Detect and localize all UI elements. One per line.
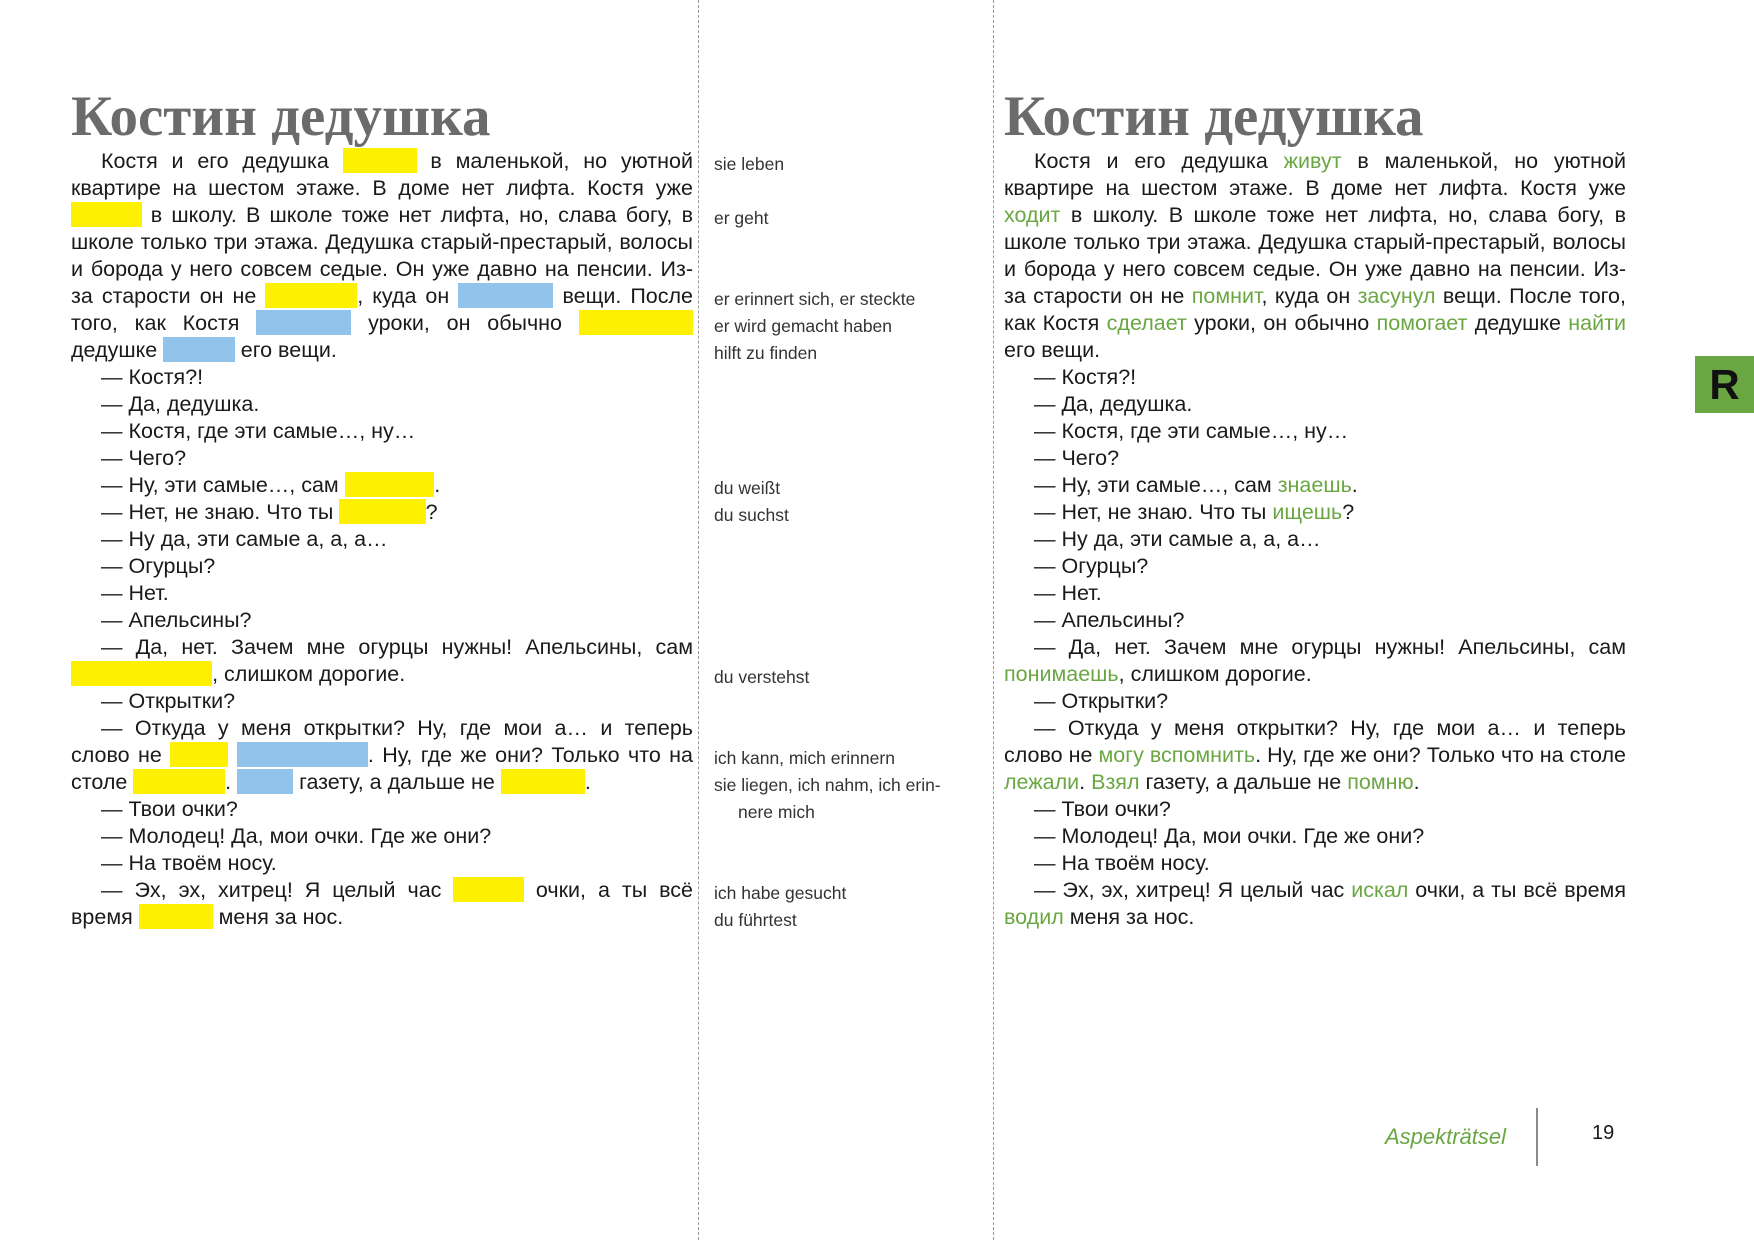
solution-paragraph bbox=[1004, 445, 1626, 472]
text-run: — Нет. bbox=[101, 581, 169, 605]
exercise-paragraph bbox=[71, 553, 693, 580]
hint-line: er geht bbox=[714, 208, 769, 228]
hint-line: du suchst bbox=[714, 505, 789, 525]
text-run: газету, а дальше не bbox=[1139, 770, 1348, 794]
text-run: дедушке bbox=[71, 338, 164, 362]
text-run: . bbox=[225, 770, 238, 794]
answer-word: понимаешь bbox=[1004, 662, 1119, 686]
hint-line: hilft zu finden bbox=[714, 343, 818, 363]
text-run: . Ну, где же они? Только что на столе bbox=[71, 743, 693, 794]
fold-line-dashed bbox=[698, 0, 699, 1240]
answer-gap-blue[interactable] bbox=[458, 283, 553, 308]
answer-gap-blue[interactable] bbox=[237, 742, 368, 767]
text-run: очки, а ты всё время bbox=[1408, 878, 1626, 902]
answer-gap-yellow[interactable] bbox=[71, 202, 142, 227]
text-run: его вещи. bbox=[1004, 338, 1101, 362]
hint-line: du verstehst bbox=[714, 667, 810, 687]
answer-word: помогает bbox=[1376, 311, 1468, 335]
text-run bbox=[228, 743, 236, 767]
hint-line: er wird gemacht haben bbox=[714, 316, 893, 336]
text-run: — Да, дедушка. bbox=[1034, 392, 1193, 416]
text-run: — Ну, эти самые…, сам bbox=[1034, 473, 1278, 497]
hint-line: ich habe gesucht bbox=[714, 883, 847, 903]
text-run: — Да, нет. Зачем мне огурцы нужны! Апельсины, сам bbox=[101, 635, 693, 659]
exercise-paragraph bbox=[71, 580, 693, 607]
solution-paragraph bbox=[1004, 472, 1626, 499]
answer-word: помню bbox=[1347, 770, 1414, 794]
solution-paragraph bbox=[1004, 391, 1626, 418]
hint-line: du weißt bbox=[714, 478, 781, 498]
text-run: вещи. После того, как Костя bbox=[71, 284, 693, 335]
text-run: — Молодец! Да, мои очки. Где же они? bbox=[1034, 824, 1425, 848]
exercise-paragraph bbox=[71, 715, 693, 796]
text-run: — На твоём носу. bbox=[101, 851, 277, 875]
text-run: меня за нос. bbox=[212, 905, 344, 929]
solution-paragraph bbox=[1004, 580, 1626, 607]
text-run: — Да, дедушка. bbox=[101, 392, 260, 416]
text-run: вещи. После того, как Костя bbox=[1004, 284, 1626, 335]
solution-paragraph bbox=[1004, 526, 1626, 553]
text-run: — Апельсины? bbox=[101, 608, 252, 632]
text-run: — На твоём носу. bbox=[1034, 851, 1210, 875]
answer-word: ищешь bbox=[1272, 500, 1343, 524]
text-run: уроки, он обычно bbox=[1186, 311, 1377, 335]
answer-word: помнит bbox=[1191, 284, 1262, 308]
answer-gap-yellow[interactable] bbox=[453, 877, 524, 902]
solution-paragraph bbox=[1004, 148, 1626, 364]
exercise-paragraph bbox=[71, 364, 693, 391]
text-run: — Огурцы? bbox=[1034, 554, 1149, 578]
text-run: — Открытки? bbox=[101, 689, 236, 713]
text-run: . bbox=[1079, 770, 1092, 794]
text-run: . Ну, где же они? Только что на столе bbox=[1255, 743, 1626, 767]
answer-gap-yellow[interactable] bbox=[345, 472, 435, 497]
exercise-paragraph bbox=[71, 823, 693, 850]
text-run: в маленькой, но уютной квартире на шестом этаже. В доме нет лифта. Костя уже bbox=[1004, 149, 1626, 200]
text-run: , слишком дорогие. bbox=[212, 662, 406, 686]
text-run: — Открытки? bbox=[1034, 689, 1169, 713]
solution-paragraph bbox=[1004, 877, 1626, 931]
solution-paragraph bbox=[1004, 823, 1626, 850]
answer-word: ходит bbox=[1004, 203, 1061, 227]
answer-word: могу bbox=[1098, 743, 1144, 767]
answer-gap-blue[interactable] bbox=[163, 337, 235, 362]
answer-word: сделает bbox=[1106, 311, 1187, 335]
solution-paragraph bbox=[1004, 634, 1626, 688]
exercise-paragraph bbox=[71, 877, 693, 931]
text-run: — Костя?! bbox=[101, 365, 204, 389]
text-run: — Костя?! bbox=[1034, 365, 1137, 389]
text-run: в школу. В школе тоже нет лифта, но, слава богу, в школе только три этажа. Дедушка старый-престарый, волосы и борода у него совсем седые. Он уже давно на пенсии. Из-за старости он не bbox=[71, 203, 693, 308]
exercise-paragraph bbox=[71, 796, 693, 823]
text-run: . bbox=[1413, 770, 1420, 794]
answer-gap-yellow[interactable] bbox=[343, 148, 417, 173]
answer-word: живут bbox=[1283, 149, 1342, 173]
exercise-paragraph bbox=[71, 418, 693, 445]
solution-paragraph bbox=[1004, 499, 1626, 526]
solution-title: Костин дедушка bbox=[1004, 85, 1424, 148]
text-run: — Чего? bbox=[101, 446, 187, 470]
text-run: — Нет, не знаю. Что ты bbox=[101, 500, 340, 524]
answer-word: искал bbox=[1351, 878, 1409, 902]
text-run: . bbox=[434, 473, 441, 497]
footer-section-label: Aspekträtsel bbox=[1384, 1124, 1506, 1149]
hint-line: sie leben bbox=[714, 154, 785, 174]
text-run: . bbox=[1351, 473, 1358, 497]
text-run: в школу. В школе тоже нет лифта, но, слава богу, в школе только три этажа. Дедушка старый-престарый, волосы и борода у него совсем седые. Он уже давно на пенсии. Из-за старости он не bbox=[1004, 203, 1626, 308]
text-run: меня за нос. bbox=[1063, 905, 1195, 929]
text-run: — Костя, где эти самые…, ну… bbox=[101, 419, 416, 443]
solution-paragraph bbox=[1004, 715, 1626, 796]
text-run: Костя и его дедушка bbox=[1034, 149, 1284, 173]
text-run: — Костя, где эти самые…, ну… bbox=[1034, 419, 1349, 443]
exercise-paragraph bbox=[71, 688, 693, 715]
footer-divider bbox=[1536, 1108, 1538, 1166]
text-run: — Да, нет. Зачем мне огурцы нужны! Апельсины, сам bbox=[1034, 635, 1626, 659]
answer-word: лежали bbox=[1004, 770, 1080, 794]
text-run: — Ну да, эти самые а, а, а… bbox=[1034, 527, 1321, 551]
page-number: 19 bbox=[1592, 1122, 1615, 1144]
answer-gap-blue[interactable] bbox=[237, 769, 293, 794]
solution-paragraph bbox=[1004, 796, 1626, 823]
answer-gap-yellow[interactable] bbox=[501, 769, 585, 794]
text-run: в маленькой, но уютной квартире на шестом этаже. В доме нет лифта. Костя уже bbox=[71, 149, 693, 200]
answer-gap-yellow[interactable] bbox=[265, 283, 357, 308]
text-run: — Твои очки? bbox=[1034, 797, 1171, 821]
text-run: дедушке bbox=[1467, 311, 1569, 335]
text-run: — Откуда у меня открытки? Ну, где мои а… и теперь слово не bbox=[71, 716, 693, 767]
text-run: — Огурцы? bbox=[101, 554, 216, 578]
answer-word: найти bbox=[1568, 311, 1626, 335]
text-run: — Нет. bbox=[1034, 581, 1102, 605]
text-run: — Нет, не знаю. Что ты bbox=[1034, 500, 1273, 524]
text-run: — Молодец! Да, мои очки. Где же они? bbox=[101, 824, 492, 848]
hint-line: du führtest bbox=[714, 910, 797, 930]
exercise-paragraph bbox=[71, 634, 693, 688]
section-tab: R bbox=[1695, 356, 1754, 413]
text-run: ? bbox=[1342, 500, 1355, 524]
answer-gap-blue[interactable] bbox=[256, 310, 351, 335]
exercise-text bbox=[71, 148, 693, 931]
answer-gap-yellow[interactable] bbox=[139, 904, 213, 929]
text-run: — Эх, эх, хитрец! Я целый час bbox=[101, 878, 454, 902]
solution-paragraph bbox=[1004, 553, 1626, 580]
answer-gap-yellow[interactable] bbox=[71, 661, 212, 686]
answer-word: водил bbox=[1004, 905, 1064, 929]
solution-paragraph bbox=[1004, 418, 1626, 445]
text-run: , куда он bbox=[357, 284, 459, 308]
text-run: — Чего? bbox=[1034, 446, 1120, 470]
column-separator-dashed bbox=[993, 0, 994, 1240]
text-run: — Ну да, эти самые а, а, а… bbox=[101, 527, 388, 551]
text-run: ? bbox=[425, 500, 438, 524]
text-run: Костя и его дедушка bbox=[101, 149, 343, 173]
answer-gap-yellow[interactable] bbox=[579, 310, 693, 335]
text-run: — Апельсины? bbox=[1034, 608, 1185, 632]
solution-paragraph bbox=[1004, 607, 1626, 634]
text-run: — Эх, эх, хитрец! Я целый час bbox=[1034, 878, 1352, 902]
text-run: газету, а дальше не bbox=[293, 770, 501, 794]
answer-word: Взял bbox=[1091, 770, 1140, 794]
text-run: — Ну, эти самые…, сам bbox=[101, 473, 345, 497]
hint-line: nere mich bbox=[738, 802, 815, 822]
text-run: . bbox=[584, 770, 591, 794]
solution-paragraph bbox=[1004, 364, 1626, 391]
exercise-paragraph bbox=[71, 445, 693, 472]
exercise-paragraph bbox=[71, 472, 693, 499]
exercise-paragraph bbox=[71, 391, 693, 418]
answer-word: засунул bbox=[1357, 284, 1436, 308]
exercise-title: Костин дедушка bbox=[71, 85, 491, 148]
answer-word: вспомнить bbox=[1149, 743, 1256, 767]
answer-gap-yellow[interactable] bbox=[133, 769, 225, 794]
text-run: уроки, он обычно bbox=[351, 311, 579, 335]
text-run: — Откуда у меня открытки? Ну, где мои а… и теперь слово не bbox=[1004, 716, 1626, 767]
exercise-paragraph bbox=[71, 607, 693, 634]
text-run: очки, а ты всё время bbox=[71, 878, 693, 929]
text-run: — Твои очки? bbox=[101, 797, 238, 821]
text-run: его вещи. bbox=[234, 338, 337, 362]
answer-gap-yellow[interactable] bbox=[170, 742, 228, 767]
answer-word: знаешь bbox=[1277, 473, 1352, 497]
exercise-paragraph bbox=[71, 499, 693, 526]
solution-paragraph bbox=[1004, 850, 1626, 877]
text-run: , куда он bbox=[1261, 284, 1358, 308]
exercise-paragraph bbox=[71, 526, 693, 553]
hint-line: er erinnert sich, er steckte bbox=[714, 289, 916, 309]
solution-paragraph bbox=[1004, 688, 1626, 715]
hint-line: ich kann, mich erinnern bbox=[714, 748, 895, 768]
exercise-paragraph bbox=[71, 148, 693, 364]
exercise-paragraph bbox=[71, 850, 693, 877]
text-run: , слишком дорогие. bbox=[1118, 662, 1312, 686]
answer-gap-yellow[interactable] bbox=[339, 499, 425, 524]
solution-text bbox=[1004, 148, 1626, 931]
hint-line: sie liegen, ich nahm, ich erin- bbox=[714, 775, 941, 795]
